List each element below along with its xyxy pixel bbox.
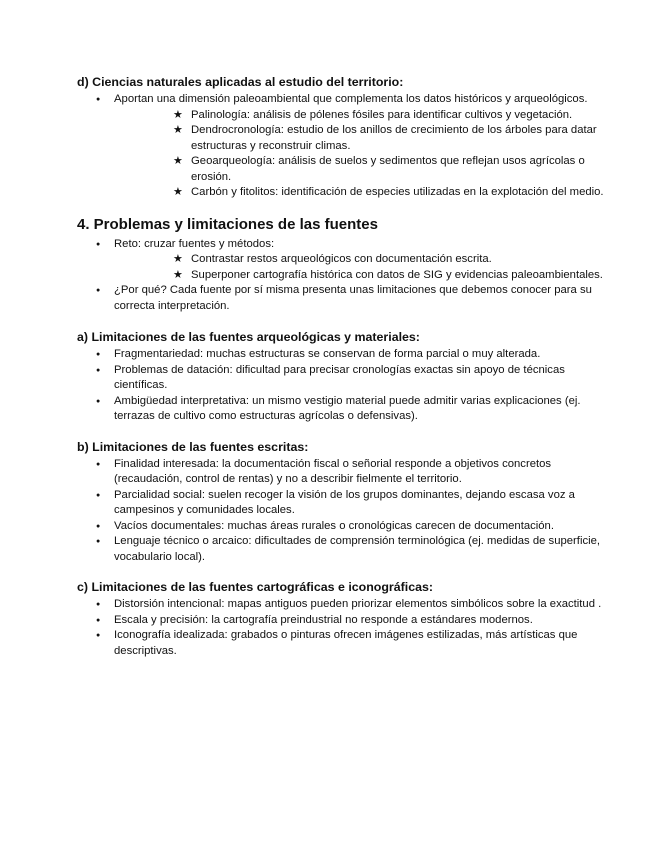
section-d-sublist [114, 108, 615, 201]
section-4-list [77, 237, 615, 315]
sub-item: ★ Contrastar restos arqueológicos con documentación escrita. [114, 252, 615, 268]
section-b-list [77, 457, 615, 566]
list-item [77, 92, 615, 201]
list-item: ● Vacíos documentales: muchas áreas rurales o cronológicas carecen de documentación. [77, 519, 615, 535]
section-4-sublist [114, 252, 615, 283]
section-b-heading: b) Limitaciones de las fuentes escritas: [77, 439, 309, 454]
list-item: ● Fragmentariedad: muchas estructuras se conservan de forma parcial o muy alterada. [77, 347, 615, 363]
sub-item: ★ Palinología: análisis de pólenes fósiles para identificar cultivos y vegetación. [114, 108, 615, 124]
section-a [77, 329, 615, 425]
section-d-list [77, 92, 615, 201]
list-item-text: Reto: cruzar fuentes y métodos: [114, 237, 275, 250]
sub-item: ★ Carbón y fitolitos: identificación de especies utilizadas en la explotación del medio. [114, 185, 615, 201]
section-4-heading: 4. Problemas y limitaciones de las fuentes [77, 215, 378, 233]
section-d [77, 74, 615, 201]
section-c-heading: c) Limitaciones de las fuentes cartográficas e iconográficas: [77, 580, 434, 594]
sub-item: ★ Geoarqueología: análisis de suelos y sedimentos que reflejan usos agrícolas o erosión. [114, 154, 615, 185]
section-4 [77, 215, 615, 315]
list-item: ● ¿Por qué? Cada fuente por sí misma presenta unas limitaciones que debemos conocer para su correcta interpretación. [77, 283, 615, 314]
list-item: ● Problemas de datación: dificultad para precisar cronologías exactas sin apoyo de técnicas científicas. [77, 363, 615, 394]
list-item: ● Escala y precisión: la cartografía preindustrial no responde a estándares modernos. [77, 613, 615, 629]
list-item: ● Parcialidad social: suelen recoger la visión de los grupos dominantes, dejando escasa voz a campesinos y comunidades locales. [77, 488, 615, 519]
list-item: ● Finalidad interesada: la documentación fiscal o señorial responde a objetivos concretos (recaudación, control de rentas) y no a describir fielmente el territorio. [77, 457, 615, 488]
list-item: ● Lenguaje técnico o arcaico: dificultades de comprensión terminológica (ej. medidas de superficie, vocabulario local). [77, 534, 615, 565]
list-item: ● Iconografía idealizada: grabados o pinturas ofrecen imágenes estilizadas, más artísticas que descriptivas. [77, 628, 615, 659]
section-b [77, 439, 615, 566]
section-c [77, 579, 615, 659]
list-item-text: Aportan una dimensión paleoambiental que complementa los datos históricos y arqueológicos. [114, 93, 588, 105]
section-c-list [77, 597, 615, 659]
section-a-heading: a) Limitaciones de las fuentes arqueológicas y materiales: [77, 330, 420, 344]
list-item: ● Distorsión intencional: mapas antiguos pueden priorizar elementos simbólicos sobre la exactitud . [77, 597, 615, 613]
list-item: ● Ambigüedad interpretativa: un mismo vestigio material puede admitir varias explicaciones (ej. terrazas de cultivo como estructuras agrícolas o defensivas). [77, 394, 615, 425]
section-d-heading: d) Ciencias naturales aplicadas al estudio del territorio: [77, 75, 404, 89]
list-item [77, 237, 615, 284]
section-a-list [77, 347, 615, 425]
sub-item: ★ Dendrocronología: estudio de los anillos de crecimiento de los árboles para datar estructuras y reconstruir climas. [114, 123, 615, 154]
sub-item: ★ Superponer cartografía histórica con datos de SIG y evidencias paleoambientales. [114, 268, 615, 284]
